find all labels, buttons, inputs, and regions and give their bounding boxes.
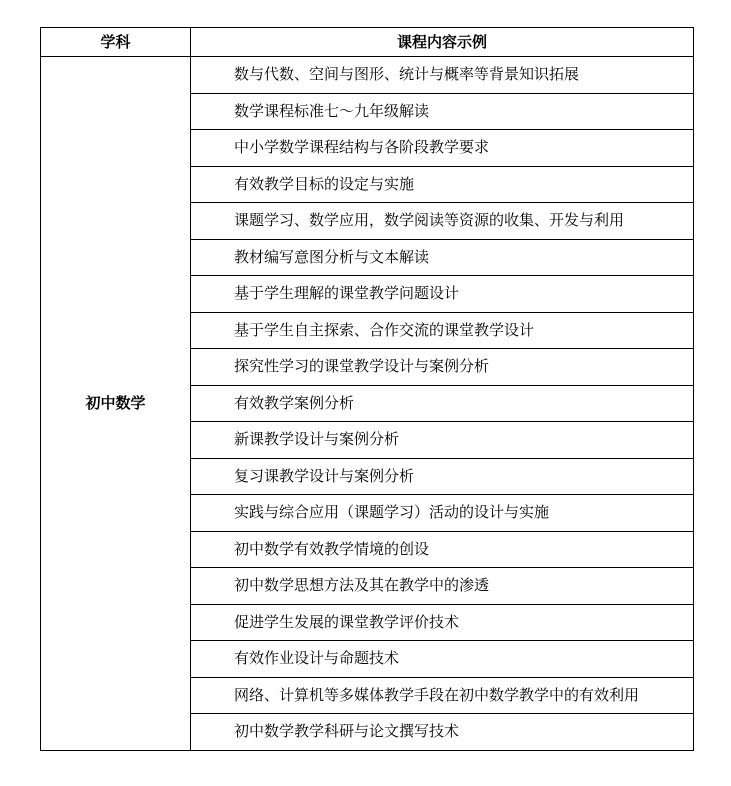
course-item: 实践与综合应用（课题学习）活动的设计与实施 [191, 495, 694, 532]
course-item: 新课教学设计与案例分析 [191, 422, 694, 459]
course-item: 有效作业设计与命题技术 [191, 641, 694, 678]
course-item: 数学课程标准七～九年级解读 [191, 93, 694, 130]
header-subject: 学科 [41, 28, 191, 57]
course-item: 网络、计算机等多媒体教学手段在初中数学教学中的有效利用 [191, 677, 694, 714]
table-row [41, 57, 694, 94]
course-table-container [40, 27, 693, 751]
table-header-row [41, 28, 694, 57]
course-item: 初中数学教学科研与论文撰写技术 [191, 714, 694, 751]
course-item: 有效教学案例分析 [191, 385, 694, 422]
header-course-content: 课程内容示例 [191, 28, 694, 57]
course-table [40, 27, 694, 751]
course-item: 中小学数学课程结构与各阶段教学要求 [191, 130, 694, 167]
subject-cell: 初中数学 [41, 57, 191, 751]
course-item: 初中数学思想方法及其在教学中的渗透 [191, 568, 694, 605]
course-item: 数与代数、空间与图形、统计与概率等背景知识拓展 [191, 57, 694, 94]
course-item: 探究性学习的课堂教学设计与案例分析 [191, 349, 694, 386]
course-item: 促进学生发展的课堂教学评价技术 [191, 604, 694, 641]
course-item: 初中数学有效教学情境的创设 [191, 531, 694, 568]
course-item: 基于学生自主探索、合作交流的课堂教学设计 [191, 312, 694, 349]
course-item: 课题学习、数学应用，数学阅读等资源的收集、开发与利用 [191, 203, 694, 240]
course-item: 有效教学目标的设定与实施 [191, 166, 694, 203]
course-item: 基于学生理解的课堂教学问题设计 [191, 276, 694, 313]
course-item: 复习课教学设计与案例分析 [191, 458, 694, 495]
course-item: 教材编写意图分析与文本解读 [191, 239, 694, 276]
